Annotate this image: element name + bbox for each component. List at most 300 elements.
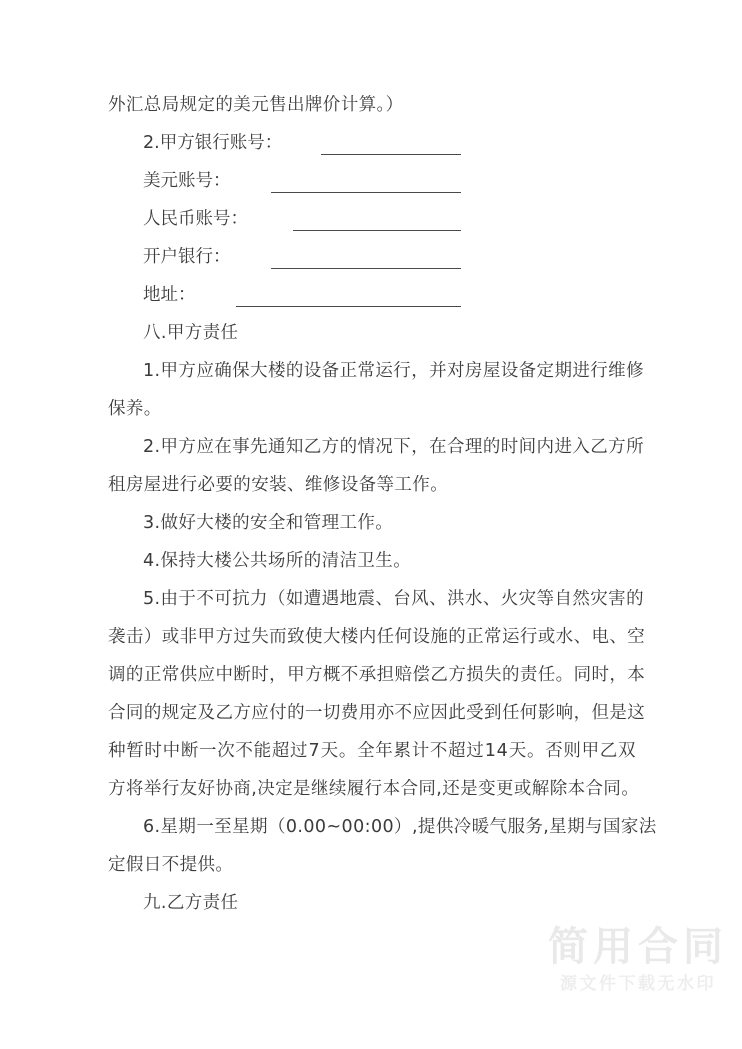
clause-char: 供 <box>435 817 454 837</box>
bank-field-row <box>108 124 636 162</box>
clause-char: 应 <box>197 665 216 685</box>
clause-char: 同 <box>603 779 622 799</box>
clause-char: 大 <box>322 627 341 647</box>
clause-char: 应 <box>196 437 215 457</box>
clause-char: 应 <box>412 703 431 723</box>
clause-char: 本 <box>627 665 646 685</box>
clause-char: ~ <box>326 817 342 837</box>
clause-char: 正 <box>339 361 358 381</box>
clause-char: 方 <box>321 437 340 457</box>
clause-char: 保 <box>232 361 251 381</box>
clause-char: 、 <box>482 589 501 609</box>
clause-char: 合 <box>108 703 126 723</box>
bank-field-blank-rule[interactable] <box>236 306 461 307</box>
clause-char: 双 <box>618 741 636 761</box>
bank-account-fields <box>108 124 636 314</box>
clause-char: 方 <box>608 437 627 457</box>
clause-char: 本 <box>567 779 586 799</box>
clause-char: 时 <box>500 437 519 457</box>
clause-line <box>108 428 644 466</box>
clause-char: 中 <box>215 665 234 685</box>
clause-line-text: 租房屋进行必要的安装、维修设备等工作。 <box>108 475 449 495</box>
clause-char: 自 <box>554 589 573 609</box>
clause-char: 应 <box>196 361 215 381</box>
clause-char: 时 <box>591 665 610 685</box>
clause-char: : <box>364 817 371 837</box>
clause-char: 击 <box>125 627 144 647</box>
clause-char: 是 <box>293 779 311 799</box>
clause-char: 电 <box>591 627 610 647</box>
clause-item-5 <box>108 580 646 808</box>
clause-char: ） <box>394 817 412 837</box>
clause-char: 是 <box>609 703 628 723</box>
clause-line <box>108 770 640 808</box>
clause-char: 亦 <box>376 703 395 723</box>
bank-field-blank-rule[interactable] <box>321 154 461 155</box>
clause-char: 一 <box>199 741 217 761</box>
clause-char: ， <box>411 437 430 457</box>
clause-char: 2 <box>143 437 155 457</box>
clause-char: 是 <box>460 779 479 799</box>
clause-char: 楼 <box>340 627 359 647</box>
clause-char: 行 <box>519 627 538 647</box>
clause-char: 计 <box>411 741 430 761</box>
clause-char: 用 <box>358 703 377 723</box>
clause-char: 正 <box>466 627 485 647</box>
clause-char: 于 <box>178 589 197 609</box>
clause-char: 常 <box>484 627 502 647</box>
clause-char: 可 <box>214 589 233 609</box>
clause-char: 如 <box>285 589 304 609</box>
clause-char: . <box>154 437 161 457</box>
clause-char: 。 <box>338 741 357 761</box>
clause-line-text: 定假日不提供。 <box>108 855 234 875</box>
clause-char: 空 <box>627 627 646 647</box>
clause-char: 失 <box>484 665 502 685</box>
clause-char: 设 <box>500 361 519 381</box>
clause-char: 不 <box>196 589 215 609</box>
clause-char: 0 <box>314 817 327 837</box>
clause-char: 非 <box>179 627 198 647</box>
clause-char: , <box>543 817 550 837</box>
clause-char: 方 <box>215 627 234 647</box>
clause-char: 供 <box>179 665 198 685</box>
clause-char: 星 <box>160 817 179 837</box>
clause-char: 此 <box>448 703 467 723</box>
clause-char: 响 <box>555 703 574 723</box>
clause-char: 设 <box>412 627 431 647</box>
clause-char: 偿 <box>412 665 431 685</box>
continuation-text: 外汇总局规定的美元售出牌价计算。） <box>108 95 404 115</box>
clause-char: 水 <box>555 627 574 647</box>
clause-char: （ <box>267 817 286 837</box>
clause-char: ， <box>573 703 592 723</box>
watermark-main-text: 简用合同 <box>548 923 728 970</box>
clause-line <box>108 504 636 542</box>
clause-char: . <box>297 817 304 837</box>
clause-char: 过 <box>290 741 308 761</box>
clause-char: 同 <box>573 665 592 685</box>
clause-line <box>108 732 636 770</box>
clause-char: 友 <box>179 779 198 799</box>
clause-char: 则 <box>563 741 582 761</box>
clause-char: 损 <box>466 665 485 685</box>
clause-char: 0 <box>353 817 365 837</box>
clause-char: （ <box>267 589 286 609</box>
clause-char: 内 <box>358 627 377 647</box>
clause-char: 行 <box>393 361 412 381</box>
clause-char: 的 <box>501 665 520 685</box>
clause-item-3 <box>108 504 636 542</box>
clause-char: ， <box>411 361 430 381</box>
clause-char: 不 <box>394 703 413 723</box>
clause-char: 天 <box>320 741 339 761</box>
clause-char: 甲 <box>287 665 305 685</box>
clause-char: 到 <box>484 703 502 723</box>
clause-char: 法 <box>638 817 657 837</box>
clause-char: 定 <box>275 779 294 799</box>
clause-char: 商 <box>233 779 252 799</box>
clause-char: 情 <box>357 437 376 457</box>
clause-char: . <box>154 817 161 837</box>
clause-char: 正 <box>143 665 162 685</box>
clause-char: 举 <box>143 779 162 799</box>
clause-char: 方 <box>178 437 197 457</box>
clause-char: 中 <box>162 741 181 761</box>
clause-char: 0 <box>285 817 298 837</box>
document-body <box>108 86 657 922</box>
clause-char: 方 <box>178 361 197 381</box>
clause-char: 风 <box>411 589 430 609</box>
clause-char: 超 <box>448 741 466 761</box>
bank-field-row <box>108 200 636 238</box>
clause-char: 担 <box>376 665 395 685</box>
clause-item-2 <box>108 428 644 504</box>
clause-char: 本 <box>382 779 401 799</box>
clause-char: 备 <box>321 361 340 381</box>
clause-char: 。 <box>555 665 574 685</box>
clause-char: 种 <box>108 741 126 761</box>
clause-char: 屋 <box>482 361 501 381</box>
clause-char: 房 <box>464 361 483 381</box>
clause-char: 甲 <box>160 437 179 457</box>
clause-char: 4 <box>496 741 509 761</box>
clause-char: 任 <box>376 627 395 647</box>
clause-char: 否 <box>545 741 564 761</box>
clause-char: 并 <box>429 361 448 381</box>
clause-char: 的 <box>143 703 162 723</box>
clause-char: 变 <box>478 779 496 799</box>
bank-field-label: 2.甲方银行账号： <box>143 133 283 153</box>
clause-char: 乙 <box>599 741 618 761</box>
clause-char: 还 <box>442 779 461 799</box>
clause-char: 次 <box>217 741 236 761</box>
clause-char: . <box>154 361 161 381</box>
clause-char: 任 <box>537 665 556 685</box>
clause-char: 时 <box>251 665 270 685</box>
clause-line <box>108 352 644 390</box>
clause-char: 0 <box>370 817 383 837</box>
clause-char: 同 <box>125 703 144 723</box>
clause-char: 施 <box>430 627 449 647</box>
clause-char: 全 <box>357 741 375 761</box>
clause-char: 至 <box>214 817 233 837</box>
clause-char: 合 <box>585 779 604 799</box>
clause-char: 服 <box>507 817 526 837</box>
clause-char: ， <box>609 665 628 685</box>
clause-char: 切 <box>322 703 341 723</box>
bank-field-row <box>108 276 636 314</box>
clause-char: 下 <box>393 437 412 457</box>
clause-char: 洪 <box>447 589 465 609</box>
clause-char: 同 <box>418 779 437 799</box>
clause-char: 更 <box>495 779 514 799</box>
clause-char: 或 <box>537 627 556 647</box>
clause-char: 水 <box>464 589 483 609</box>
clause-char: 合 <box>400 779 419 799</box>
clause-char: 合 <box>447 437 465 457</box>
clause-char: 一 <box>196 817 215 837</box>
clause-line <box>108 618 646 656</box>
bank-field-row <box>108 238 636 276</box>
clause-char: 大 <box>250 361 268 381</box>
bank-field-label: 开户银行： <box>143 247 231 267</box>
clause-char: 使 <box>304 627 323 647</box>
clause-char: 超 <box>271 741 290 761</box>
clause-char: 行 <box>364 779 383 799</box>
clause-line-text: 保养。 <box>108 399 162 419</box>
clause-char: 0 <box>382 817 395 837</box>
clause-char: 7 <box>308 741 321 761</box>
clause-char: 1 <box>143 361 155 381</box>
clause-char: 期 <box>567 817 586 837</box>
clause-char: 1 <box>484 741 497 761</box>
clause-char: 0 <box>303 817 315 837</box>
clause-char: 而 <box>269 627 288 647</box>
clause-char: 灾 <box>518 589 537 609</box>
clause-char: 的 <box>285 361 304 381</box>
clause-char: 或 <box>161 627 180 647</box>
clause-char: 调 <box>108 665 126 685</box>
clause-char: 袭 <box>108 627 126 647</box>
clause-char: 备 <box>518 361 537 381</box>
clause-char: 概 <box>322 665 341 685</box>
clause-char: 年 <box>375 741 394 761</box>
clause-char: 星 <box>232 817 251 837</box>
clause-char: 理 <box>464 437 483 457</box>
clause-char: 规 <box>161 703 180 723</box>
clause-char: 常 <box>357 361 376 381</box>
clause-char: 务 <box>525 817 544 837</box>
clause-char: 运 <box>375 361 394 381</box>
clause-char: 何 <box>394 627 413 647</box>
clause-char: 等 <box>536 589 555 609</box>
clause-char: 何 <box>519 703 538 723</box>
clause-char: 方 <box>448 665 467 685</box>
clause-char: 的 <box>626 589 644 609</box>
clause-char: 费 <box>340 703 359 723</box>
clause-line <box>108 466 636 504</box>
clause-char: 方 <box>233 703 252 723</box>
clause-line <box>108 390 636 428</box>
clause-char: 震 <box>357 589 376 609</box>
clause-char: 害 <box>608 589 627 609</box>
clause-char: 责 <box>519 665 538 685</box>
clause-char: 进 <box>554 437 573 457</box>
clause-char: 暖 <box>471 817 490 837</box>
clause-char: 甲 <box>160 361 179 381</box>
clause-char: 5 <box>143 589 155 609</box>
clause-char: 付 <box>269 703 288 723</box>
clause-char: 况 <box>375 437 394 457</box>
clause-char: 影 <box>537 703 556 723</box>
clause-char: 常 <box>161 665 180 685</box>
clause-char: 进 <box>572 361 591 381</box>
clause-char: 星 <box>549 817 568 837</box>
clause-char: 除 <box>549 779 568 799</box>
clause-char: 抗 <box>232 589 251 609</box>
clause-char: 的 <box>339 437 358 457</box>
clause-line <box>108 846 636 884</box>
clause-line <box>108 694 646 732</box>
bank-field-label: 地址： <box>143 285 196 305</box>
clause-char: 协 <box>215 779 234 799</box>
clause-char: ） <box>143 627 162 647</box>
section-eight-heading-text: 八.甲方责任 <box>143 323 239 343</box>
clause-char: 受 <box>466 703 485 723</box>
clause-char: 所 <box>626 437 644 457</box>
clause-char: 应 <box>251 703 270 723</box>
clause-char: 国 <box>602 817 621 837</box>
clause-char: 的 <box>482 437 501 457</box>
clause-char: 通 <box>267 437 286 457</box>
clause-char: 由 <box>160 589 179 609</box>
clause-line <box>108 808 657 846</box>
clause-char: 任 <box>501 703 520 723</box>
clause-char: 继 <box>310 779 329 799</box>
clause-char: 致 <box>287 627 305 647</box>
bank-field-blank-rule[interactable] <box>293 230 461 231</box>
clause-char: 与 <box>585 817 603 837</box>
continuation-line <box>108 86 636 124</box>
clause-char: 这 <box>627 703 646 723</box>
clause-char: 然 <box>572 589 591 609</box>
clause-char: 能 <box>253 741 272 761</box>
clause-char: 不 <box>429 741 448 761</box>
clause-char: 的 <box>125 665 144 685</box>
bank-field-label: 美元账号： <box>143 171 231 191</box>
clause-char: 断 <box>233 665 252 685</box>
clause-char: 事 <box>232 437 251 457</box>
clause-line <box>108 542 636 580</box>
clause-char: 乙 <box>590 437 609 457</box>
clause-char: 定 <box>179 703 198 723</box>
clause-char: 间 <box>518 437 537 457</box>
clause-char: 暂 <box>126 741 145 761</box>
clause-char: 行 <box>161 779 180 799</box>
clause-char: 。 <box>621 779 640 799</box>
clause-char: 台 <box>393 589 412 609</box>
clause-char: 确 <box>214 361 233 381</box>
clause-char: 气 <box>489 817 508 837</box>
clause-char: 行 <box>590 361 609 381</box>
clause-char: 、 <box>429 589 448 609</box>
clause-char: 冷 <box>453 817 472 837</box>
clause-char: 乙 <box>215 703 234 723</box>
clause-char: 、 <box>609 627 628 647</box>
clause-char: 知 <box>285 437 304 457</box>
clause-char: 入 <box>572 437 591 457</box>
clause-char: 先 <box>250 437 268 457</box>
clause-line-text: 4.保持大楼公共场所的清洁卫生。 <box>143 551 412 571</box>
watermark <box>548 924 728 998</box>
clause-item-4 <box>108 542 636 580</box>
clause-char: 解 <box>531 779 550 799</box>
clause-char: ， <box>269 665 288 685</box>
clause-char: 灾 <box>590 589 609 609</box>
clause-char: 设 <box>303 361 322 381</box>
clause-char: 方 <box>304 665 323 685</box>
clause-char: 家 <box>620 817 639 837</box>
clause-char: . <box>154 589 161 609</box>
clause-char: 内 <box>536 437 555 457</box>
clause-char: 的 <box>448 627 467 647</box>
clause-char: 楼 <box>267 361 286 381</box>
clause-char: 或 <box>513 779 532 799</box>
bank-field-label: 人民币账号： <box>143 209 248 229</box>
clause-char: 6 <box>143 817 155 837</box>
bank-field-blank-rule[interactable] <box>271 268 461 269</box>
clause-char: 、 <box>375 589 394 609</box>
clause-char: 0 <box>341 817 354 837</box>
clause-char: 火 <box>500 589 519 609</box>
clause-char: 期 <box>178 817 197 837</box>
clause-char: 提 <box>417 817 436 837</box>
clause-line-text: 3.做好大楼的安全和管理工作。 <box>143 513 394 533</box>
section-nine-heading <box>108 884 636 922</box>
clause-char: 运 <box>501 627 520 647</box>
clause-char: 天 <box>508 741 527 761</box>
clause-char: 定 <box>536 361 555 381</box>
clause-char: 在 <box>214 437 233 457</box>
clause-char: 在 <box>429 437 448 457</box>
clause-char: , <box>436 779 443 799</box>
clause-char: 履 <box>346 779 365 799</box>
section-eight-items <box>108 352 657 884</box>
clause-char: 过 <box>233 627 252 647</box>
clause-line <box>108 656 646 694</box>
clause-char: 时 <box>144 741 163 761</box>
bank-field-blank-rule[interactable] <box>271 192 461 193</box>
clause-char: 赔 <box>394 665 413 685</box>
clause-char: 将 <box>125 779 144 799</box>
clause-char: 但 <box>591 703 610 723</box>
clause-char: 对 <box>447 361 465 381</box>
clause-char: 及 <box>197 703 216 723</box>
section-nine-heading-text: 九.乙方责任 <box>143 893 239 913</box>
clause-char: 期 <box>554 361 573 381</box>
clause-char: 、 <box>573 627 592 647</box>
clause-item-6 <box>108 808 657 884</box>
clause-char: 决 <box>257 779 276 799</box>
clause-char: 期 <box>250 817 268 837</box>
clause-char: 失 <box>251 627 270 647</box>
clause-char: 遭 <box>303 589 322 609</box>
clause-char: 不 <box>340 665 359 685</box>
clause-char: 。 <box>526 741 545 761</box>
clause-char: , <box>251 779 258 799</box>
clause-char: 方 <box>108 779 126 799</box>
